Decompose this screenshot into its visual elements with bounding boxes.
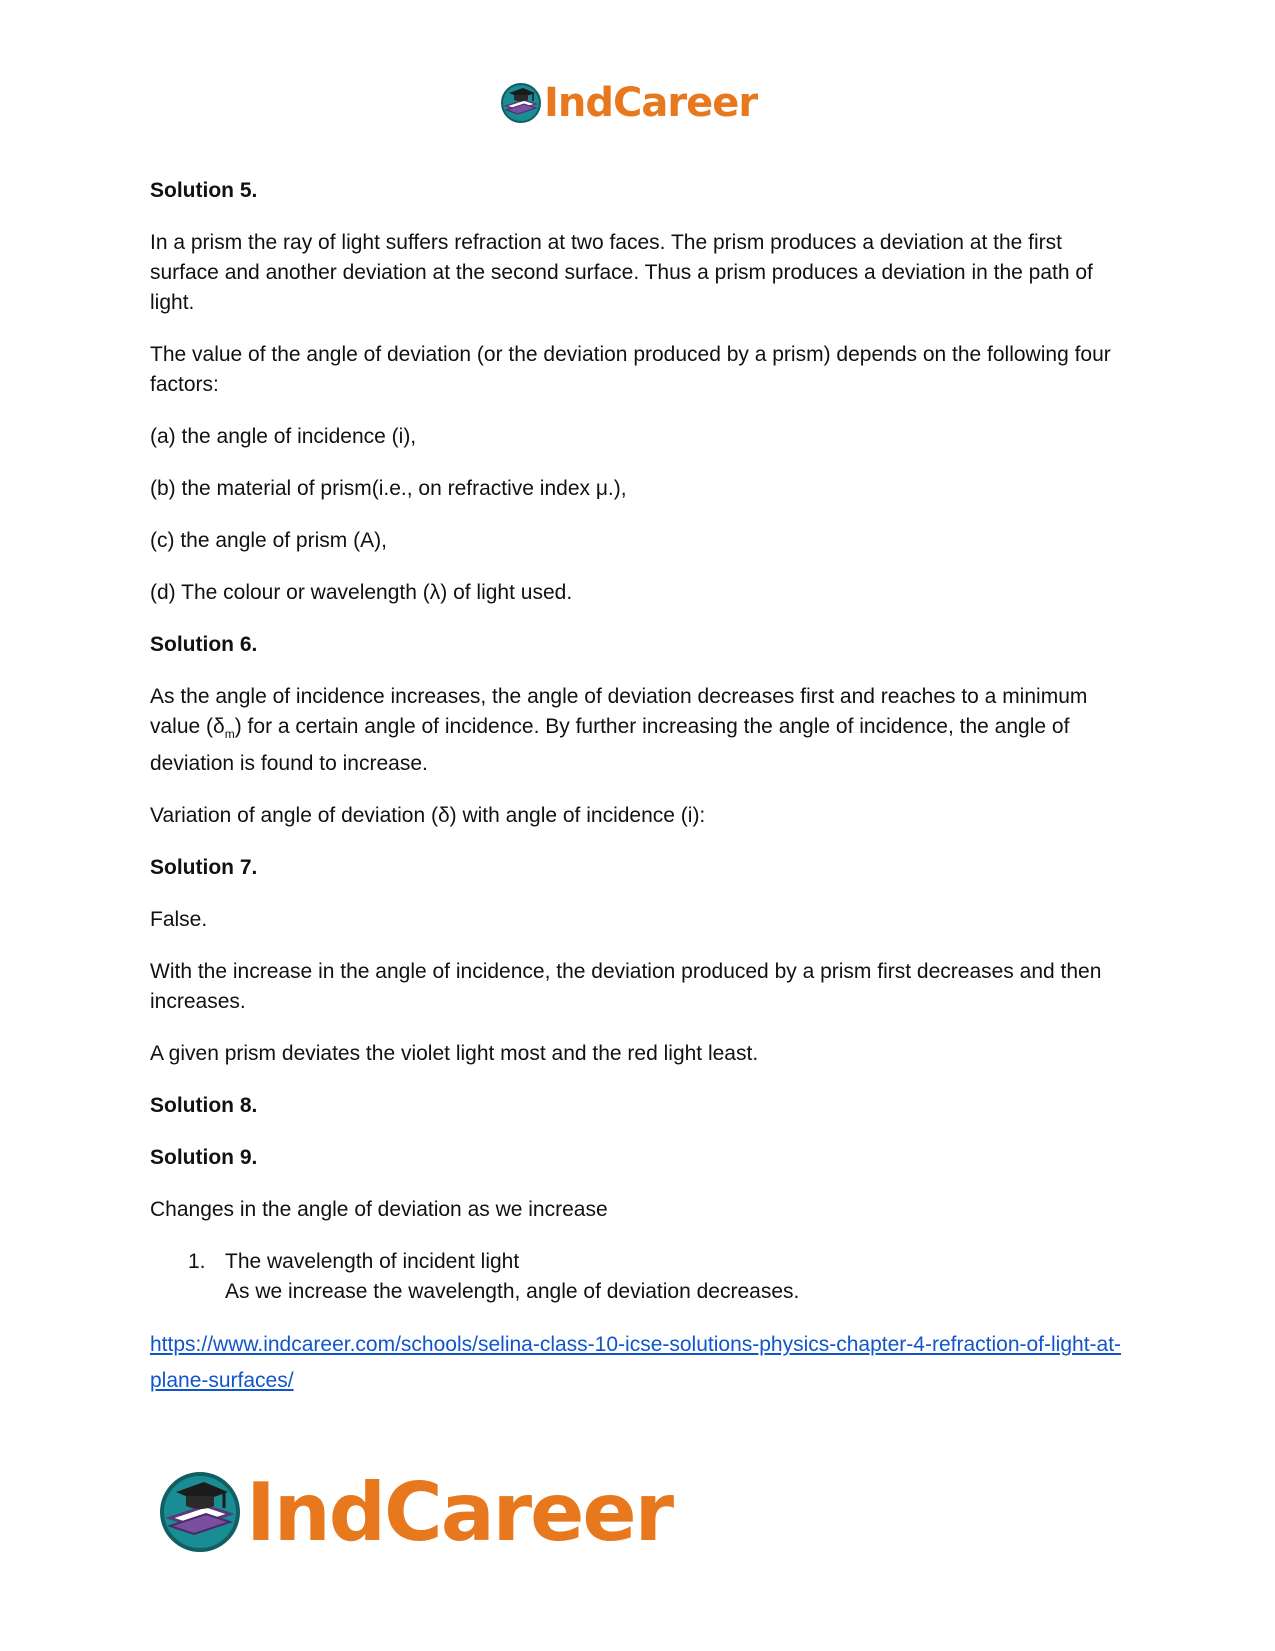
solution-7-heading: Solution 7. xyxy=(150,856,258,880)
solution-8-heading: Solution 8. xyxy=(150,1094,258,1118)
source-link[interactable]: https://www.indcareer.com/schools/selina-class-10-icse-solutions-physics-chapter-4-refraction-of-light-at-plane-surfaces/ xyxy=(150,1333,1122,1393)
solution-9-heading: Solution 9. xyxy=(150,1146,258,1170)
solution-5-paragraph-2: The value of the angle of deviation (or the deviation produced by a prism) depends on the following four factors: xyxy=(150,343,1111,396)
footer-logo xyxy=(158,1465,718,1559)
graduation-cap-book-globe-icon xyxy=(500,82,542,124)
brand-wordmark: IndCareer xyxy=(246,1465,673,1559)
factor-d: (d) The colour or wavelength (λ) of light used. xyxy=(150,581,573,604)
solution-5-paragraph-1: In a prism the ray of light suffers refraction at two faces. The prism produces a deviation at the first surface and another deviation at the second surface. Thus a prism produces a deviation in the path of light. xyxy=(150,231,1093,314)
list-item-detail: As we increase the wavelength, angle of deviation decreases. xyxy=(225,1280,800,1304)
factor-c: (c) the angle of prism (A), xyxy=(150,529,387,552)
solution-9-paragraph-1: Changes in the angle of deviation as we increase xyxy=(150,1198,608,1222)
header-logo xyxy=(500,80,780,126)
factor-a: (a) the angle of incidence (i), xyxy=(150,425,417,448)
solution-6-text-end: ) for a certain angle of incidence. By further increasing the angle of incidence, the angle of deviation is found to increase. xyxy=(150,715,1070,776)
brand-wordmark: IndCareer xyxy=(544,80,758,126)
solution-6-heading: Solution 6. xyxy=(150,633,258,656)
solution-7-paragraph-1: False. xyxy=(150,908,208,932)
solution-6-paragraph-2: Variation of angle of deviation (δ) with angle of incidence (i): xyxy=(150,804,706,828)
list-item xyxy=(150,1247,1130,1307)
solution-7-paragraph-3: A given prism deviates the violet light most and the red light least. xyxy=(150,1042,759,1066)
list-item-title: The wavelength of incident light xyxy=(225,1250,520,1274)
solution-6-paragraph-1 xyxy=(150,682,1130,779)
solution-9-list xyxy=(150,1247,1130,1307)
factor-b: (b) the material of prism(i.e., on refractive index μ.), xyxy=(150,477,627,500)
solution-5-heading: Solution 5. xyxy=(150,179,258,202)
main-content xyxy=(150,176,1130,1399)
solution-7-paragraph-2: With the increase in the angle of incidence, the deviation produced by a prism first decreases and then increases. xyxy=(150,960,1102,1014)
graduation-cap-book-globe-icon xyxy=(158,1470,242,1554)
solution-6-text-start: As the angle of incidence increases, the angle of deviation decreases first and reaches to a minimum value (δ xyxy=(150,685,1088,738)
list-item-number: 1. xyxy=(188,1250,206,1274)
delta-subscript: m xyxy=(224,727,235,742)
